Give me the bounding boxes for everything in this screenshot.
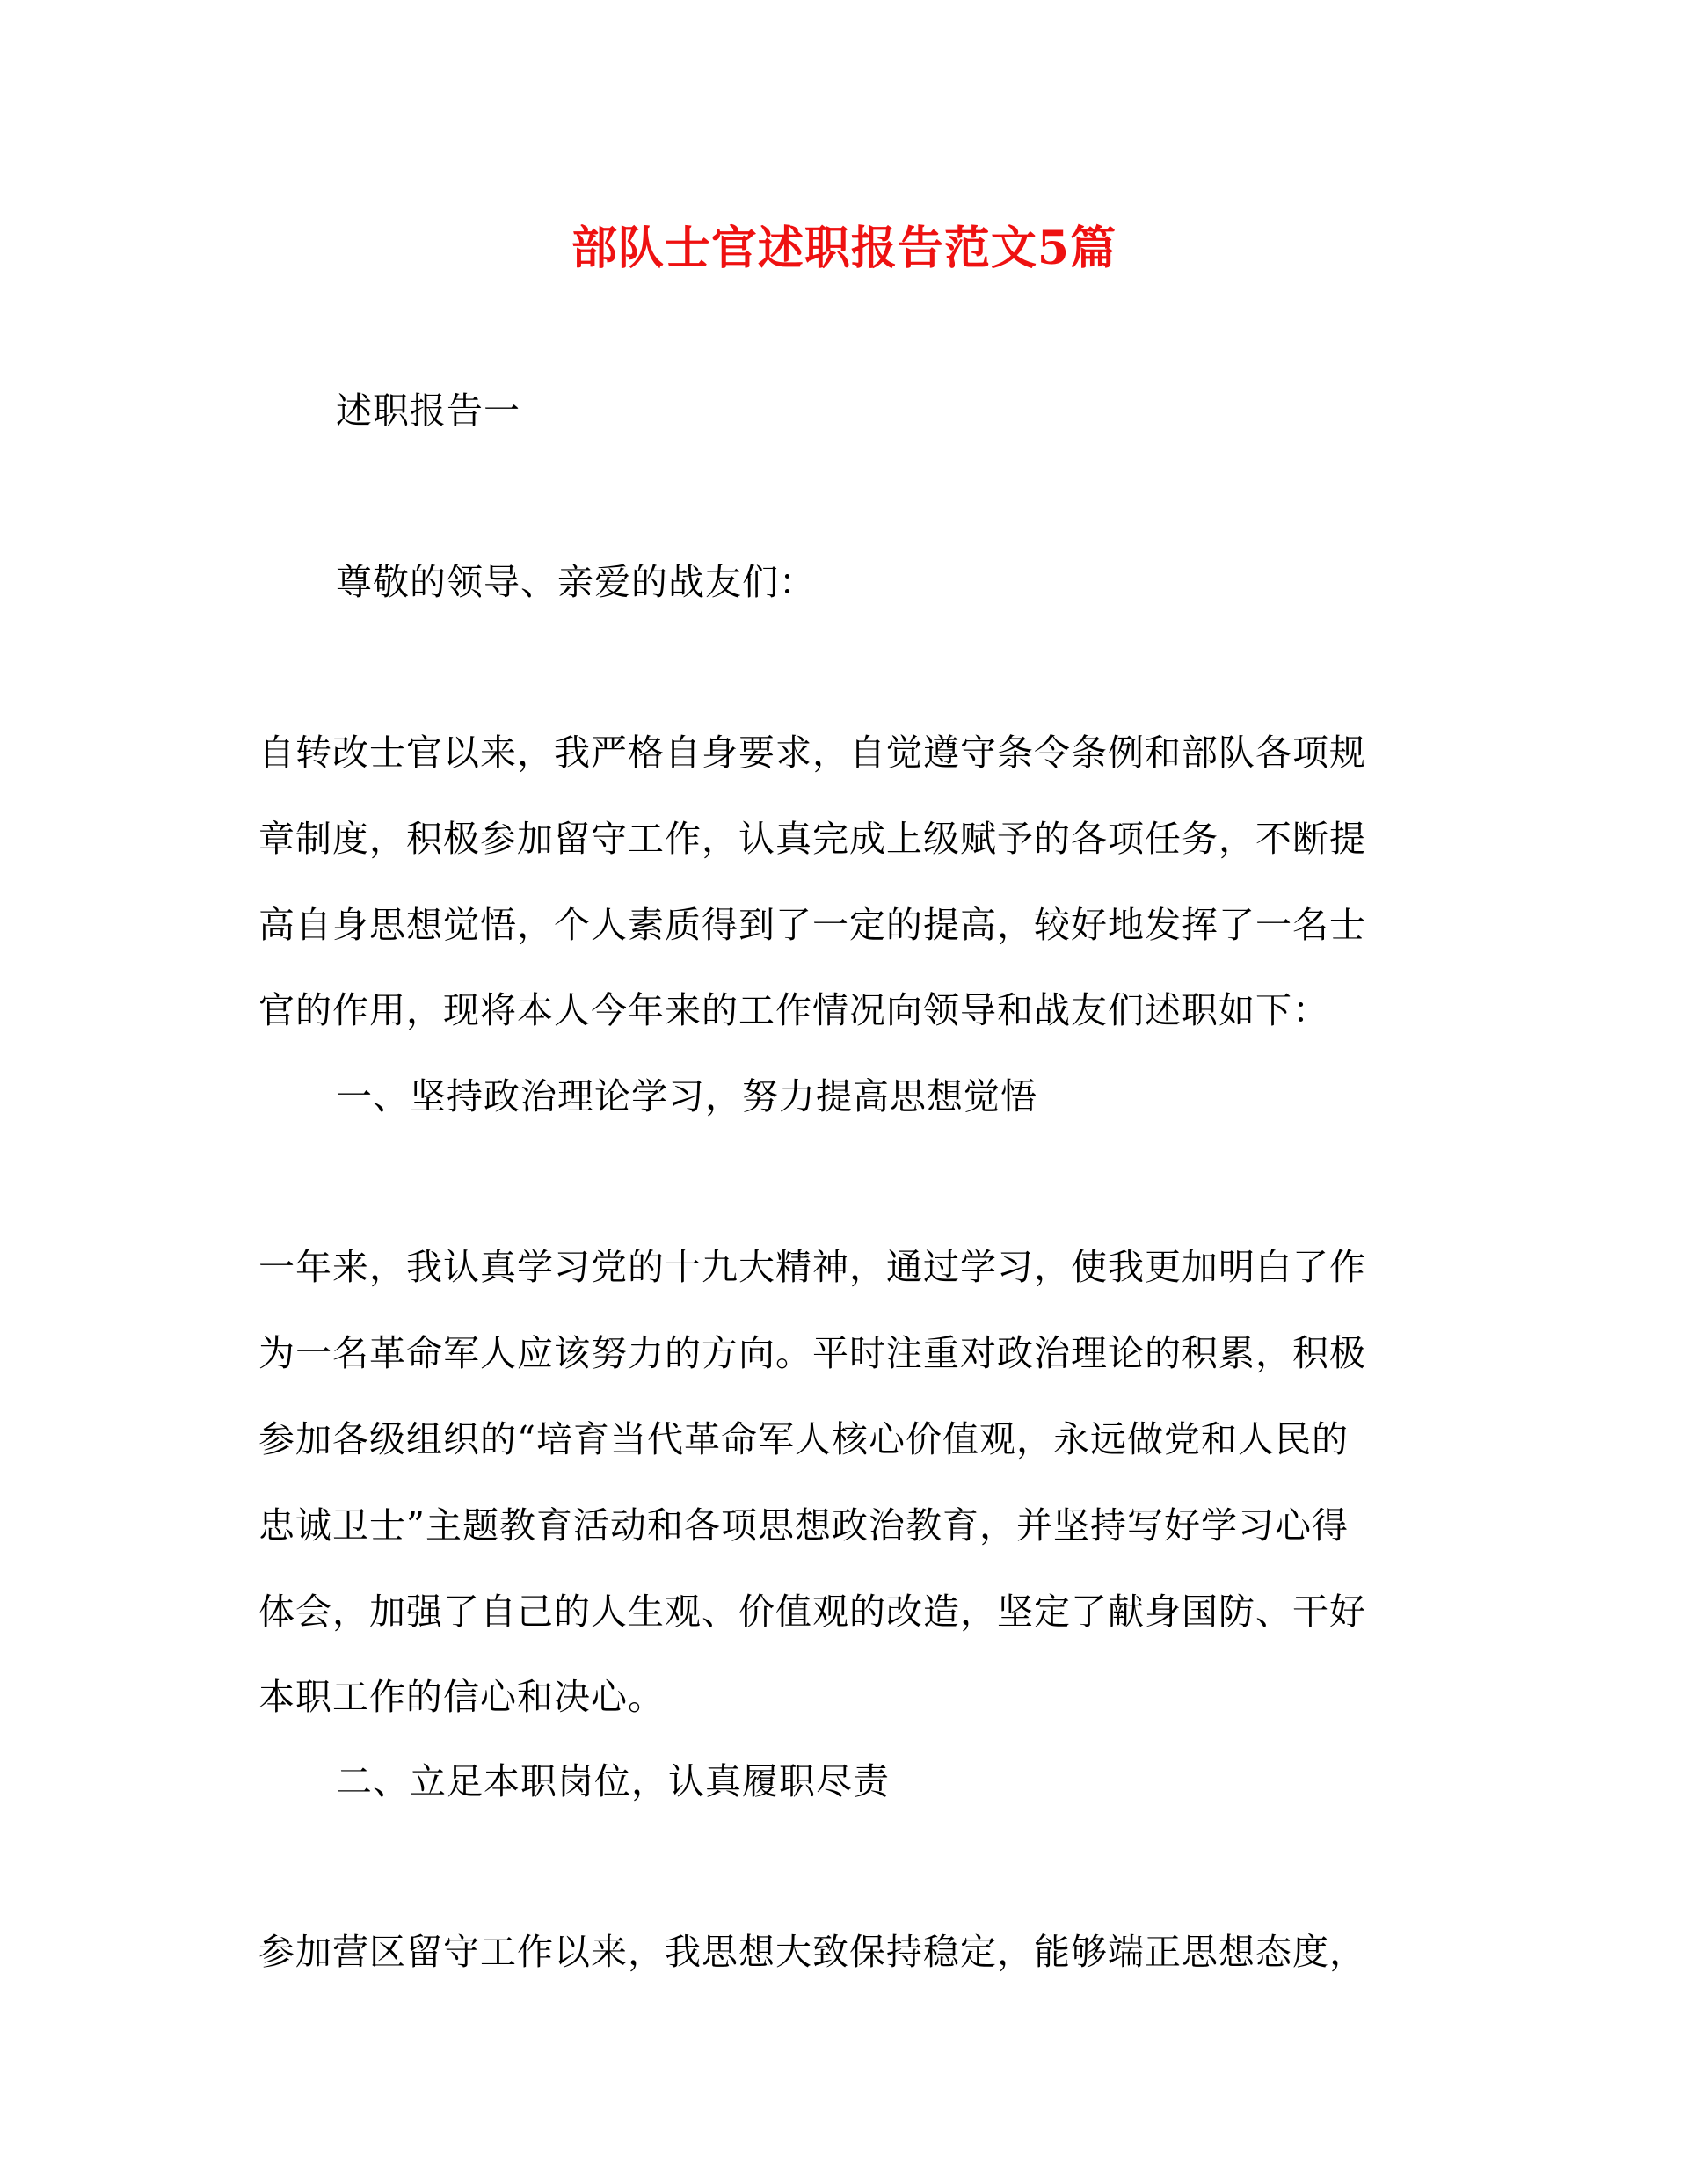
paragraph-line: 忠诚卫士”主题教育活动和各项思想政治教育，并坚持写好学习心得: [258, 1504, 1349, 1547]
paragraph-line: 为一名革命军人应该努力的方向。平时注重对政治理论的积累，积极: [258, 1332, 1366, 1374]
paragraph-line: 本职工作的信心和决心。: [258, 1676, 665, 1718]
section-heading: 一、坚持政治理论学习，努力提高思想觉悟: [336, 1075, 1037, 1117]
paragraph-line: 自转改士官以来，我严格自身要求，自觉遵守条令条例和部队各项规: [258, 732, 1366, 774]
paragraph-line: 一年来，我认真学习党的十九大精神，通过学习，使我更加明白了作: [258, 1246, 1366, 1288]
document-title: 部队士官述职报告范文5篇: [571, 222, 1117, 275]
paragraph-line: 官的作用，现将本人今年来的工作情况向领导和战友们述职如下：: [258, 989, 1329, 1031]
section-heading: 二、立足本职岗位，认真履职尽责: [336, 1760, 890, 1802]
paragraph-line: 参加各级组织的“培育当代革命军人核心价值观，永远做党和人民的: [258, 1418, 1349, 1460]
report-label: 述职报告一: [336, 389, 520, 432]
paragraph-line: 参加营区留守工作以来，我思想大致保持稳定，能够端正思想态度，: [258, 1931, 1366, 1973]
salutation: 尊敬的领导、亲爱的战友们：: [336, 561, 816, 603]
paragraph-line: 体会，加强了自己的人生观、价值观的改造，坚定了献身国防、干好: [258, 1591, 1366, 1633]
paragraph-line: 章制度，积极参加留守工作，认真完成上级赋予的各项任务，不断提: [258, 818, 1366, 860]
paragraph-line: 高自身思想觉悟，个人素质得到了一定的提高，较好地发挥了一名士: [258, 904, 1366, 946]
